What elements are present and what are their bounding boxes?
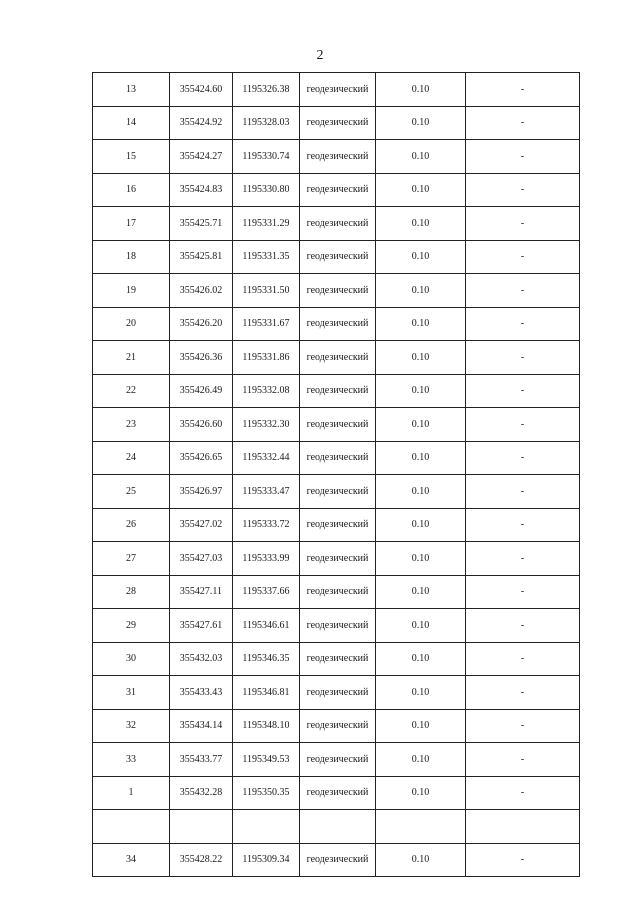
cell-method: геодезический [300, 676, 376, 710]
cell-method: геодезический [300, 475, 376, 509]
cell-note: - [466, 508, 580, 542]
cell-note: - [466, 307, 580, 341]
table-row [93, 374, 580, 408]
cell-note: - [466, 240, 580, 274]
cell-accuracy: 0.10 [376, 341, 466, 375]
cell-accuracy: 0.10 [376, 542, 466, 576]
cell-method: геодезический [300, 374, 376, 408]
cell-x-coordinate: 355424.60 [170, 73, 233, 107]
cell-y-coordinate: 1195333.47 [233, 475, 300, 509]
cell-method: геодезический [300, 73, 376, 107]
cell-y-coordinate: 1195350.35 [233, 776, 300, 810]
cell-point-number: 26 [93, 508, 170, 542]
cell-accuracy: 0.10 [376, 843, 466, 877]
cell-note: - [466, 709, 580, 743]
cell-x-coordinate: 355425.81 [170, 240, 233, 274]
cell-point-number: 19 [93, 274, 170, 308]
cell-x-coordinate: 355424.92 [170, 106, 233, 140]
cell-y-coordinate: 1195330.74 [233, 140, 300, 174]
cell-point-number: 16 [93, 173, 170, 207]
cell-method: геодезический [300, 106, 376, 140]
cell-point-number: 34 [93, 843, 170, 877]
cell-note: - [466, 843, 580, 877]
cell-note: - [466, 609, 580, 643]
cell-point-number: 14 [93, 106, 170, 140]
cell-y-coordinate: 1195348.10 [233, 709, 300, 743]
cell-method: геодезический [300, 274, 376, 308]
cell-point-number: 13 [93, 73, 170, 107]
table-row [93, 508, 580, 542]
table-row [93, 307, 580, 341]
cell-accuracy: 0.10 [376, 240, 466, 274]
cell-note [466, 810, 580, 844]
table-row [93, 676, 580, 710]
cell-x-coordinate: 355425.71 [170, 207, 233, 241]
cell-point-number: 33 [93, 743, 170, 777]
table-row [93, 341, 580, 375]
cell-note: - [466, 542, 580, 576]
table-row [93, 642, 580, 676]
cell-x-coordinate: 355426.36 [170, 341, 233, 375]
cell-method: геодезический [300, 709, 376, 743]
cell-x-coordinate: 355426.65 [170, 441, 233, 475]
table-row [93, 274, 580, 308]
cell-x-coordinate: 355426.97 [170, 475, 233, 509]
cell-y-coordinate: 1195331.29 [233, 207, 300, 241]
cell-x-coordinate: 355426.60 [170, 408, 233, 442]
page-number: 2 [316, 48, 324, 63]
cell-accuracy [376, 810, 466, 844]
cell-method: геодезический [300, 140, 376, 174]
cell-x-coordinate: 355426.20 [170, 307, 233, 341]
table-row [93, 609, 580, 643]
cell-method: геодезический [300, 408, 376, 442]
cell-y-coordinate: 1195346.81 [233, 676, 300, 710]
cell-method: геодезический [300, 743, 376, 777]
cell-note: - [466, 776, 580, 810]
cell-x-coordinate: 355428.22 [170, 843, 233, 877]
cell-accuracy: 0.10 [376, 609, 466, 643]
cell-note: - [466, 441, 580, 475]
cell-accuracy: 0.10 [376, 508, 466, 542]
cell-x-coordinate: 355433.77 [170, 743, 233, 777]
cell-point-number: 21 [93, 341, 170, 375]
cell-accuracy: 0.10 [376, 173, 466, 207]
cell-note: - [466, 475, 580, 509]
cell-accuracy: 0.10 [376, 307, 466, 341]
table-row [93, 575, 580, 609]
cell-y-coordinate [233, 810, 300, 844]
cell-accuracy: 0.10 [376, 642, 466, 676]
cell-x-coordinate: 355426.02 [170, 274, 233, 308]
cell-method: геодезический [300, 575, 376, 609]
cell-note: - [466, 408, 580, 442]
cell-x-coordinate: 355434.14 [170, 709, 233, 743]
cell-point-number: 1 [93, 776, 170, 810]
cell-method: геодезический [300, 508, 376, 542]
cell-x-coordinate: 355424.83 [170, 173, 233, 207]
table-row [93, 408, 580, 442]
cell-note: - [466, 173, 580, 207]
cell-y-coordinate: 1195331.86 [233, 341, 300, 375]
cell-point-number: 15 [93, 140, 170, 174]
cell-point-number: 27 [93, 542, 170, 576]
cell-y-coordinate: 1195328.03 [233, 106, 300, 140]
cell-note: - [466, 374, 580, 408]
cell-accuracy: 0.10 [376, 274, 466, 308]
cell-y-coordinate: 1195333.99 [233, 542, 300, 576]
table-row [93, 776, 580, 810]
table-row [93, 542, 580, 576]
cell-method: геодезический [300, 240, 376, 274]
cell-method: геодезический [300, 341, 376, 375]
cell-method: геодезический [300, 609, 376, 643]
cell-point-number: 25 [93, 475, 170, 509]
cell-method: геодезический [300, 173, 376, 207]
coordinates-table [92, 72, 580, 877]
cell-point-number: 17 [93, 207, 170, 241]
cell-y-coordinate: 1195346.35 [233, 642, 300, 676]
cell-method: геодезический [300, 441, 376, 475]
cell-note: - [466, 743, 580, 777]
cell-note: - [466, 575, 580, 609]
cell-y-coordinate: 1195330.80 [233, 173, 300, 207]
cell-note: - [466, 274, 580, 308]
cell-method [300, 810, 376, 844]
cell-point-number: 20 [93, 307, 170, 341]
cell-point-number: 32 [93, 709, 170, 743]
cell-accuracy: 0.10 [376, 207, 466, 241]
cell-y-coordinate: 1195332.30 [233, 408, 300, 442]
cell-y-coordinate: 1195337.66 [233, 575, 300, 609]
cell-method: геодезический [300, 542, 376, 576]
cell-y-coordinate: 1195331.67 [233, 307, 300, 341]
cell-y-coordinate: 1195331.50 [233, 274, 300, 308]
cell-method: геодезический [300, 207, 376, 241]
cell-point-number: 18 [93, 240, 170, 274]
cell-accuracy: 0.10 [376, 475, 466, 509]
table-row [93, 475, 580, 509]
cell-x-coordinate: 355427.03 [170, 542, 233, 576]
cell-note: - [466, 642, 580, 676]
cell-x-coordinate: 355424.27 [170, 140, 233, 174]
cell-accuracy: 0.10 [376, 709, 466, 743]
cell-note: - [466, 207, 580, 241]
table-row [93, 73, 580, 107]
table-row [93, 140, 580, 174]
cell-y-coordinate: 1195349.53 [233, 743, 300, 777]
cell-x-coordinate: 355433.43 [170, 676, 233, 710]
cell-accuracy: 0.10 [376, 676, 466, 710]
table-row [93, 173, 580, 207]
cell-y-coordinate: 1195333.72 [233, 508, 300, 542]
cell-point-number: 22 [93, 374, 170, 408]
table-row [93, 843, 580, 877]
cell-note: - [466, 341, 580, 375]
cell-x-coordinate: 355427.02 [170, 508, 233, 542]
cell-accuracy: 0.10 [376, 408, 466, 442]
cell-y-coordinate: 1195332.44 [233, 441, 300, 475]
cell-method: геодезический [300, 307, 376, 341]
cell-point-number: 29 [93, 609, 170, 643]
cell-note: - [466, 140, 580, 174]
cell-accuracy: 0.10 [376, 776, 466, 810]
table-row [93, 441, 580, 475]
cell-method: геодезический [300, 642, 376, 676]
cell-y-coordinate: 1195326.38 [233, 73, 300, 107]
cell-point-number: 31 [93, 676, 170, 710]
cell-accuracy: 0.10 [376, 575, 466, 609]
cell-point-number: 23 [93, 408, 170, 442]
cell-note: - [466, 106, 580, 140]
cell-accuracy: 0.10 [376, 374, 466, 408]
table-body [93, 73, 580, 877]
table-row [93, 207, 580, 241]
cell-accuracy: 0.10 [376, 743, 466, 777]
cell-accuracy: 0.10 [376, 441, 466, 475]
cell-point-number: 24 [93, 441, 170, 475]
cell-method: геодезический [300, 776, 376, 810]
cell-note: - [466, 73, 580, 107]
cell-method: геодезический [300, 843, 376, 877]
table-row [93, 810, 580, 844]
table-row [93, 709, 580, 743]
cell-y-coordinate: 1195332.08 [233, 374, 300, 408]
cell-y-coordinate: 1195331.35 [233, 240, 300, 274]
cell-x-coordinate: 355432.28 [170, 776, 233, 810]
table-row [93, 743, 580, 777]
table-row [93, 240, 580, 274]
cell-accuracy: 0.10 [376, 106, 466, 140]
table-row [93, 106, 580, 140]
cell-accuracy: 0.10 [376, 73, 466, 107]
cell-accuracy: 0.10 [376, 140, 466, 174]
cell-note: - [466, 676, 580, 710]
cell-y-coordinate: 1195309.34 [233, 843, 300, 877]
cell-point-number: 30 [93, 642, 170, 676]
cell-x-coordinate: 355427.61 [170, 609, 233, 643]
cell-x-coordinate: 355432.03 [170, 642, 233, 676]
cell-point-number: 28 [93, 575, 170, 609]
cell-y-coordinate: 1195346.61 [233, 609, 300, 643]
cell-x-coordinate [170, 810, 233, 844]
cell-x-coordinate: 355427.11 [170, 575, 233, 609]
cell-point-number [93, 810, 170, 844]
cell-x-coordinate: 355426.49 [170, 374, 233, 408]
